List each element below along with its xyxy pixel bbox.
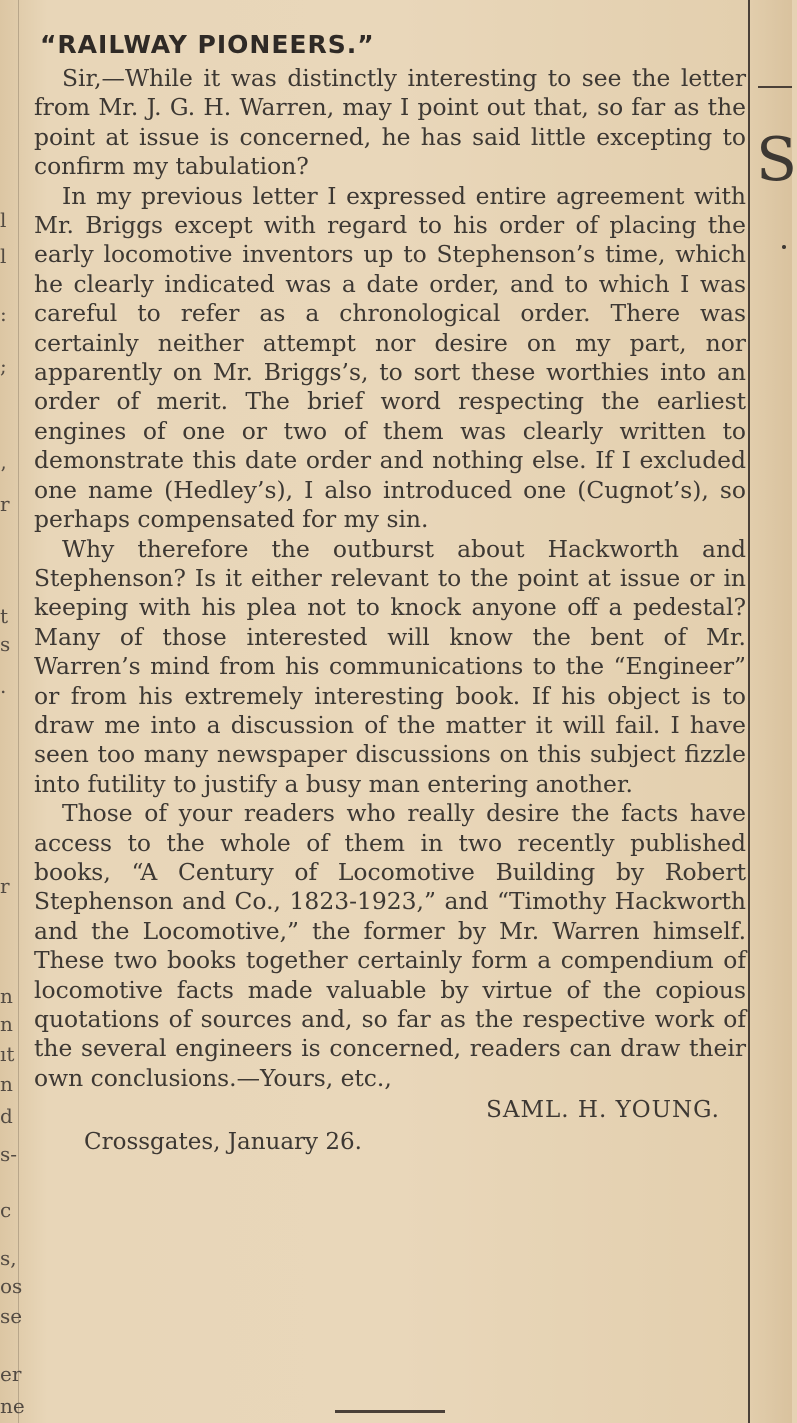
right-column-rule (748, 0, 750, 1423)
article-paragraph-3: Why therefore the outburst about Hackworth and Stephenson? Is it either relevant to the point at issue or in keeping with his plea not to knock anyone off a pedestal? Many of those interested will know the bent of Mr. Warren’s mind from his communications to the “Engineer” or from his extremely interesting book. If his object is to draw me into a discussion of the matter it will fail. I have seen too many newspaper discussions on this subject fizzle into futility to justify a busy man entering another. (34, 534, 746, 798)
dateline: Crossgates, January 26. (84, 1129, 362, 1156)
left-fragment: t (0, 604, 9, 628)
left-fragment: l (0, 208, 7, 232)
left-fragment: : (0, 302, 7, 326)
left-fragment: r (0, 492, 10, 516)
right-column-fragment (752, 0, 797, 1423)
article-paragraph-2: In my previous letter I expressed entire agreement with Mr. Briggs except with regard to his order of placing the early locomotive inventors up to Stephenson’s time, which he clearly indicated was a date order, and to which I was careful to refer as a chronological order. There was certainly neither attempt nor desire on my part, nor apparently on Mr. Briggs’s, to sort these worthies into an order of merit. The brief word respecting the earliest engines of one or two of them was clearly written to demonstrate this date order and nothing else. If I excluded one name (Hedley’s), I also introduced one (Cugnot’s), so perhaps compensated for my sin. (34, 181, 746, 534)
left-fragment: l (0, 244, 7, 268)
right-column-letter: S (756, 125, 797, 195)
article-paragraph-4: Those of your readers who really desire the facts have access to the whole of them in two recently published books, “A Century of Locomotive Building by Robert Stephenson and Co., 1823-1923,” and “Timothy Hackworth and the Locomotive,” the former by Mr. Warren himself. These two books together certainly form a compendium of locomotive facts made valuable by virtue of the copious quotations of sources and, so far as the respective work of the several engineers is concerned, readers can draw their own conclusions.—Yours, etc., (34, 799, 746, 1092)
left-fragment: s (0, 632, 11, 656)
left-fragment: er (0, 1362, 22, 1386)
left-fragment: s- (0, 1142, 18, 1166)
right-column-top-rule (758, 86, 792, 88)
left-fragment: ’ (0, 462, 7, 486)
left-fragment: ; (0, 354, 7, 378)
bottom-rule (335, 1410, 445, 1413)
left-fragment: r (0, 874, 10, 898)
left-column-fragments (0, 0, 30, 1423)
left-fragment: ıt (0, 1042, 15, 1066)
left-fragment: n (0, 984, 13, 1008)
left-fragment: . (0, 674, 7, 698)
left-fragment: se (0, 1304, 23, 1328)
left-fragment: n (0, 1072, 13, 1096)
letter-article (34, 28, 746, 1157)
signature: SAML. H. YOUNG. (486, 1097, 720, 1124)
left-fragment: os (0, 1274, 23, 1298)
left-fragment: s, (0, 1246, 17, 1270)
right-column-dot (782, 245, 786, 249)
left-fragment: ne (0, 1394, 25, 1418)
article-headline: “RAILWAY PIONEERS.” (40, 30, 375, 59)
left-fragment: d (0, 1104, 13, 1128)
article-paragraph-1: Sir,—While it was distinctly interesting to see the letter from Mr. J. G. H. Warren, may I point out that, so far as the point at issue is concerned, he has said little excepting to confirm my tabulation? (34, 64, 746, 181)
left-fragment: n (0, 1012, 13, 1036)
left-fragment: c (0, 1198, 12, 1222)
